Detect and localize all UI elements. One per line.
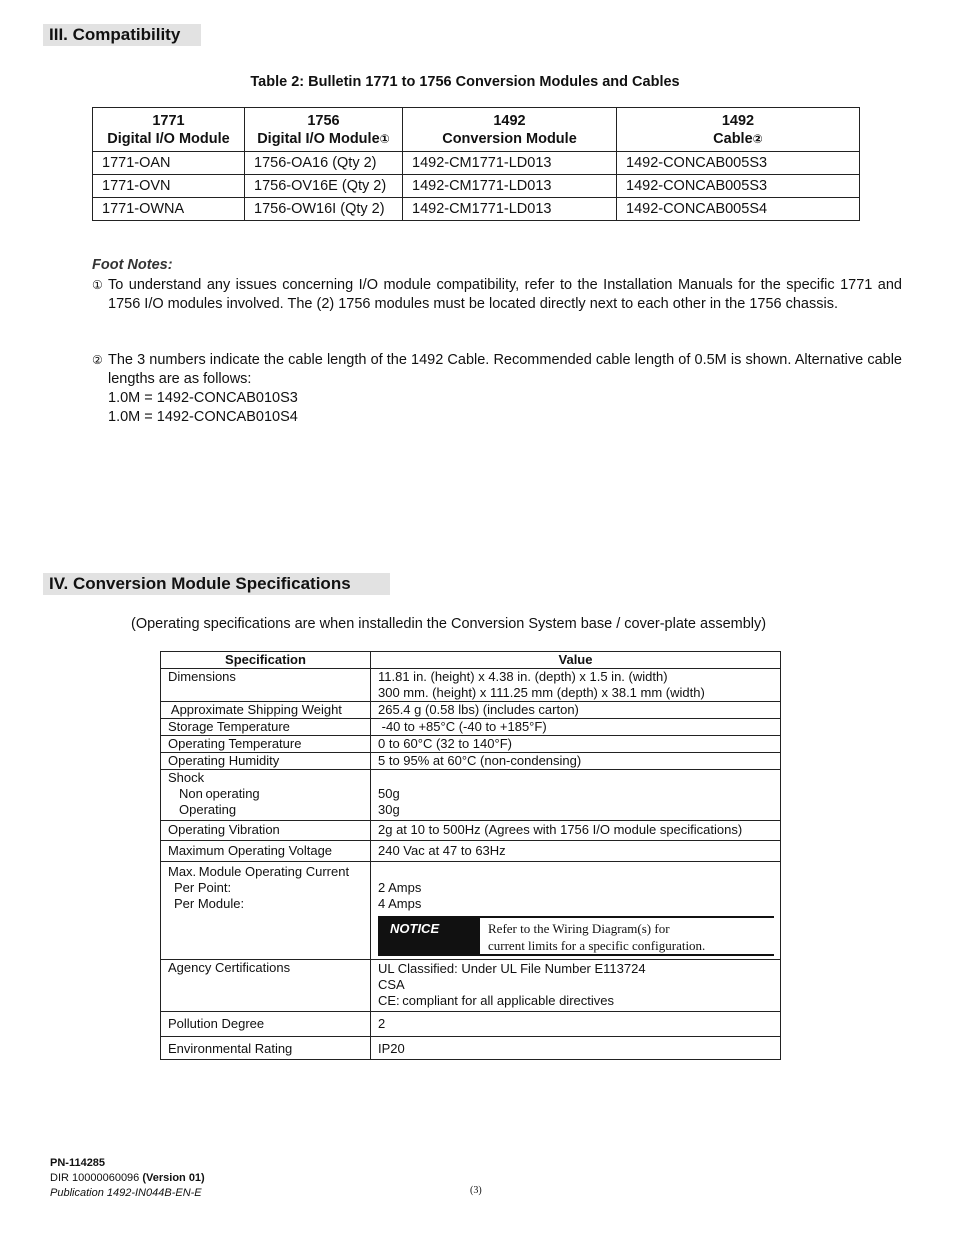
spec-row-operating-temp: Operating Temperature 0 to 60°C (32 to 140°F) <box>161 736 781 753</box>
footnote-mark-2: ② <box>752 132 763 146</box>
spec-row-shock: Shock Non operating Operating 50g 30g <box>161 770 781 821</box>
dir-line: DIR 10000060096 (Version 01) <box>50 1172 205 1184</box>
operating-spec-note: (Operating specifications are when installedin the Conversion System base / cover-plate assembly) <box>131 616 767 632</box>
spec-row-environmental: Environmental Rating IP20 <box>161 1037 781 1060</box>
alt-cable-2: 1.0M = 1492-CONCAB010S4 <box>108 409 298 425</box>
spec-header: Specification <box>161 652 371 669</box>
spec-row-max-current: Max. Module Operating Current Per Point: Per Module: 2 Amps 4 Amps NOTICE Refer to the Wiring Diagram(s) for current limits for a specific configuration. <box>161 862 781 960</box>
spec-row-humidity: Operating Humidity 5 to 95% at 60°C (non-condensing) <box>161 753 781 770</box>
notice-box: NOTICE Refer to the Wiring Diagram(s) for current limits for a specific configuration. <box>378 916 774 956</box>
table-row: 1771-OVN 1756-OV16E (Qty 2) 1492-CM1771-LD013 1492-CONCAB005S3 <box>93 175 860 198</box>
footnote-mark-1: ① <box>92 278 103 292</box>
spec-row-dimensions: Dimensions 11.81 in. (height) x 4.38 in. (depth) x 1.5 in. (width) 300 mm. (height) x 111.25 mm (depth) x 38.1 mm (width) <box>161 669 781 702</box>
section-title-specifications: IV. Conversion Module Specifications <box>43 573 390 595</box>
footer <box>50 1156 205 1201</box>
part-number: PN-114285 <box>50 1157 106 1169</box>
section-title-compatibility: III. Compatibility <box>43 24 201 46</box>
header-1756: 1756 Digital I/O Module① <box>245 108 403 152</box>
table-row: 1771-OWNA 1756-OW16I (Qty 2) 1492-CM1771-LD013 1492-CONCAB005S4 <box>93 198 860 221</box>
footnote-mark-2: ② <box>92 353 103 367</box>
publication: Publication 1492-IN044B-EN-E <box>50 1187 202 1199</box>
header-1771: 1771 Digital I/O Module <box>93 108 245 152</box>
specifications-table <box>160 651 781 1060</box>
footnotes-title: Foot Notes: <box>92 257 173 273</box>
footnote-2: ② The 3 numbers indicate the cable length of the 1492 Cable. Recommended cable length of 0.5M is shown. Alternative cable lengths are as follows: 1.0M = 1492-CONCAB010S3 1.0M = 1492-CONCAB010S4 <box>92 352 902 425</box>
page-number: (3) <box>470 1185 482 1196</box>
value-header: Value <box>371 652 781 669</box>
spec-row-max-voltage: Maximum Operating Voltage 240 Vac at 47 to 63Hz <box>161 841 781 862</box>
spec-row-pollution: Pollution Degree 2 <box>161 1012 781 1037</box>
footnote-mark-1: ① <box>379 132 390 146</box>
conversion-table <box>92 107 860 221</box>
table-2-title: Table 2: Bulletin 1771 to 1756 Conversion Modules and Cables <box>250 74 680 90</box>
header-1492-cable: 1492 Cable② <box>617 108 860 152</box>
header-1492-module: 1492 Conversion Module <box>403 108 617 152</box>
alt-cable-1: 1.0M = 1492-CONCAB010S3 <box>108 390 298 406</box>
table-row: 1771-OAN 1756-OA16 (Qty 2) 1492-CM1771-LD013 1492-CONCAB005S3 <box>93 152 860 175</box>
spec-row-vibration: Operating Vibration 2g at 10 to 500Hz (Agrees with 1756 I/O module specifications) <box>161 821 781 841</box>
notice-label: NOTICE <box>378 918 480 954</box>
footnote-1: ① To understand any issues concerning I/O module compatibility, refer to the Installation Manuals for the specific 1771 and 1756 I/O modules involved. The (2) 1756 modules must be located directly next to each other in the 1756 chassis. <box>92 277 902 312</box>
spec-row-storage-temp: Storage Temperature -40 to +85°C (-40 to +185°F) <box>161 719 781 736</box>
spec-row-agency: Agency Certifications UL Classified: Under UL File Number E113724 CSA CE: compliant for all applicable directives <box>161 960 781 1012</box>
spec-row-weight: Approximate Shipping Weight 265.4 g (0.58 lbs) (includes carton) <box>161 702 781 719</box>
